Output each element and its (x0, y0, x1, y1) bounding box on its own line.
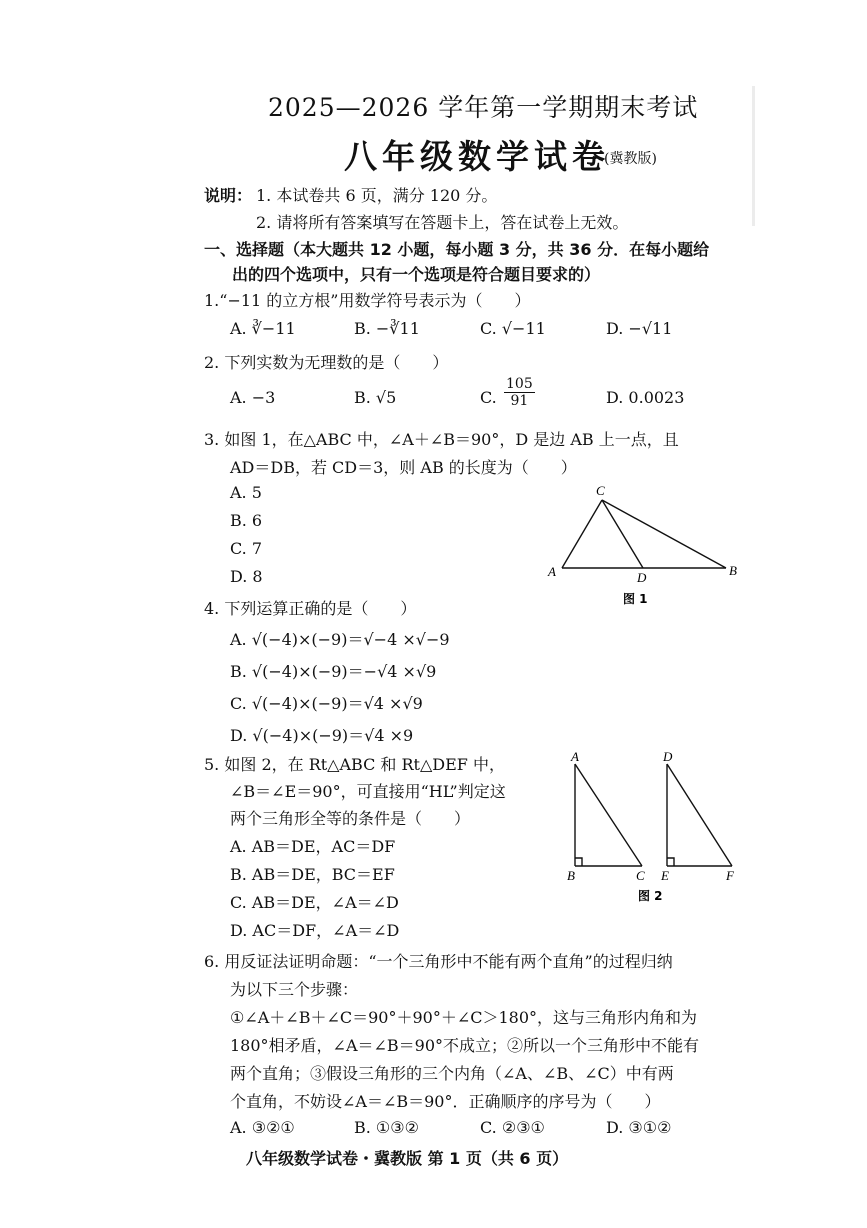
q1-option-d: D. −√11 (606, 319, 673, 338)
fig2-side-df (667, 764, 732, 866)
q3-option-c: C. 7 (230, 539, 263, 558)
q2-option-c-fraction (504, 376, 535, 409)
q6-line-2: 为以下三个步骤： (230, 980, 359, 999)
q2-option-d: D. 0.0023 (606, 388, 685, 407)
q4-option-a: A. √(−4)×(−9)＝√−4 ×√−9 (230, 630, 450, 649)
fig1-point-c: C (596, 483, 605, 498)
fig2-point-e: E (661, 868, 669, 883)
fig2-point-b: B (567, 868, 575, 883)
fig1-side-cb (602, 500, 726, 568)
exam-title: 2025—2026 学年第一学期期末考试 (268, 93, 699, 122)
q3-option-d: D. 8 (230, 567, 263, 586)
q5-line-3: 两个三角形全等的条件是（ ） (230, 809, 471, 828)
q6-line-5: 两个直角；③假设三角形的三个内角（∠A、∠B、∠C）中有两 (230, 1064, 674, 1083)
q3-option-b: B. 6 (230, 511, 263, 530)
q6-line-1: 6. 用反证法证明命题：“一个三角形中不能有两个直角”的过程归纳 (204, 952, 673, 971)
q2-option-b: B. √5 (354, 388, 397, 407)
q4-option-b: B. √(−4)×(−9)＝−√4 ×√9 (230, 662, 437, 681)
fig1-point-a: A (548, 564, 556, 579)
fig1-point-b: B (729, 563, 737, 578)
subject-title: 八年级数学试卷 (344, 137, 610, 176)
fig2-point-d: D (663, 750, 673, 764)
figure-2 (558, 750, 748, 910)
q6-option-d: D. ③①② (606, 1118, 672, 1137)
q1-stem: 1.“−11 的立方根”用数学符号表示为（ ） (204, 291, 531, 310)
q2-option-c-label: C. (480, 388, 497, 407)
q6-option-b: B. ①③② (354, 1118, 419, 1137)
q5-line-2: ∠B＝∠E＝90°，可直接用“HL”判定这 (230, 782, 506, 801)
q4-option-c: C. √(−4)×(−9)＝√4 ×√9 (230, 694, 423, 713)
q2-option-a: A. −3 (230, 388, 276, 407)
edition-label: (冀教版) (604, 151, 657, 167)
q6-option-c: C. ②③① (480, 1118, 545, 1137)
notes-line-2: 2. 请将所有答案填写在答题卡上，答在试卷上无效。 (256, 213, 629, 232)
section-heading-2: 出的四个选项中，只有一个选项是符合题目要求的） (232, 265, 601, 284)
q5-option-c: C. AB＝DE，∠A＝∠D (230, 893, 399, 912)
fig1-side-ca (562, 500, 602, 568)
q6-line-4: 180°相矛盾，∠A＝∠B＝90°不成立；②所以一个三角形中不能有 (230, 1036, 700, 1055)
fig2-right-angle-b (575, 858, 582, 866)
figure-1 (540, 480, 750, 610)
fig2-point-a: A (571, 750, 579, 764)
scan-shadow (752, 86, 755, 226)
section-heading-1: 一、选择题（本大题共 12 小题，每小题 3 分，共 36 分．在每小题给 (204, 240, 710, 259)
q6-option-a: A. ③②① (230, 1118, 295, 1137)
q4-option-d: D. √(−4)×(−9)＝√4 ×9 (230, 726, 414, 745)
fig1-median-cd (602, 500, 643, 568)
q1-option-b: B. −∛11 (354, 319, 420, 338)
fig2-right-angle-e (667, 858, 674, 866)
fig2-point-f: F (726, 868, 734, 883)
fig2-caption: 图 2 (638, 889, 663, 903)
page-footer: 八年级数学试卷・冀教版 第 1 页（共 6 页） (246, 1149, 569, 1168)
fraction-denominator: 91 (510, 393, 529, 409)
q3-line-2: AD＝DB，若 CD＝3，则 AB 的长度为（ ） (230, 458, 577, 477)
q5-option-b: B. AB＝DE，BC＝EF (230, 865, 395, 884)
fig1-point-d: D (637, 570, 647, 585)
q1-option-c: C. √−11 (480, 319, 546, 338)
q3-option-a: A. 5 (230, 483, 262, 502)
fig2-side-ac (575, 764, 642, 866)
q5-line-1: 5. 如图 2，在 Rt△ABC 和 Rt△DEF 中， (204, 755, 505, 774)
q2-stem: 2. 下列实数为无理数的是（ ） (204, 353, 449, 372)
q4-stem: 4. 下列运算正确的是（ ） (204, 599, 417, 618)
q3-line-1: 3. 如图 1，在△ABC 中，∠A＋∠B＝90°，D 是边 AB 上一点，且 (204, 430, 679, 449)
fig2-point-c: C (636, 868, 645, 883)
fig1-caption: 图 1 (623, 592, 648, 606)
q5-option-a: A. AB＝DE，AC＝DF (230, 837, 396, 856)
q5-option-d: D. AC＝DF，∠A＝∠D (230, 921, 400, 940)
q6-line-6: 个直角，不妨设∠A＝∠B＝90°．正确顺序的序号为（ ） (230, 1092, 661, 1111)
notes-label: 说明： (204, 186, 253, 205)
q1-option-a: A. ∛−11 (230, 319, 296, 338)
fraction-numerator: 105 (506, 376, 533, 392)
notes-line-1: 1. 本试卷共 6 页，满分 120 分。 (256, 186, 498, 205)
q6-line-3: ①∠A＋∠B＋∠C＝90°＋90°＋∠C＞180°，这与三角形内角和为 (230, 1008, 698, 1027)
